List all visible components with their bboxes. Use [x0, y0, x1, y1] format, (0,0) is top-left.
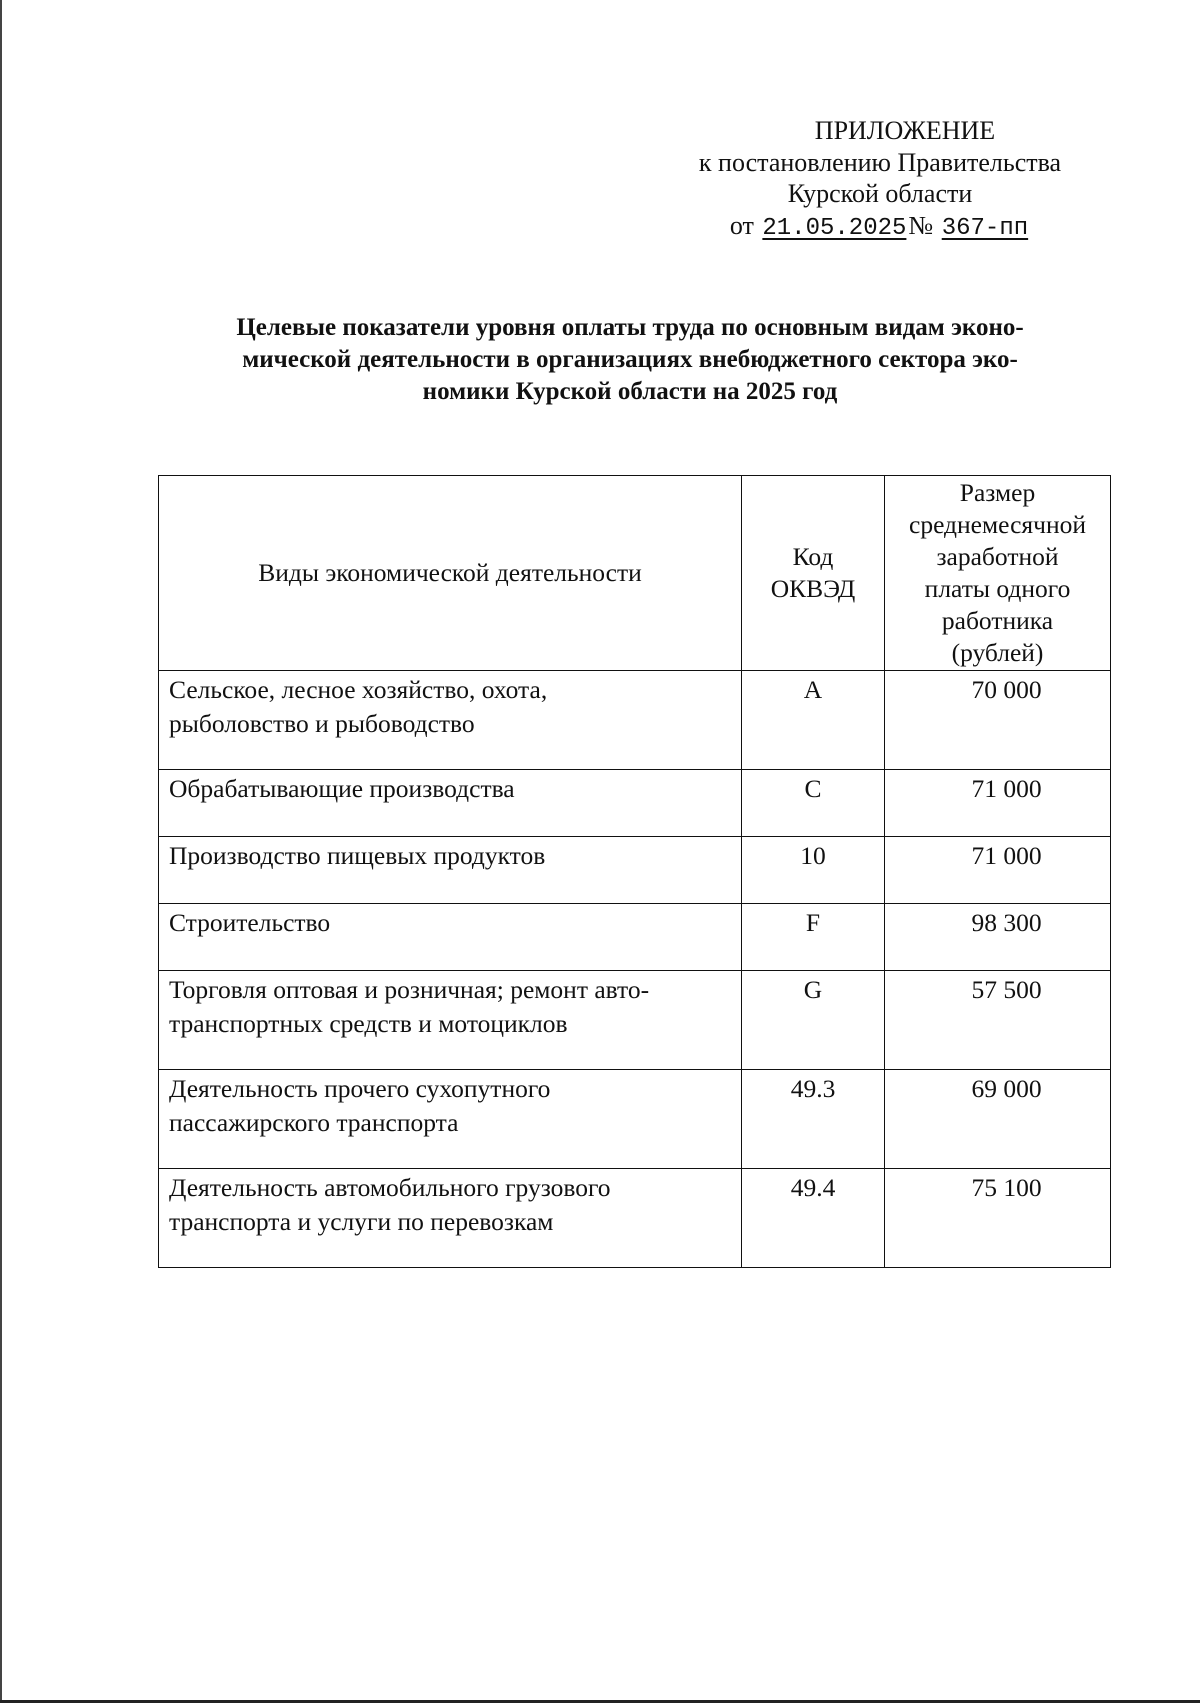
- title-line-2: мической деятельности в организациях внебюджетного сектора эко-: [242, 346, 1018, 373]
- activity-name-line: Обрабатывающие производства: [169, 774, 515, 803]
- okved-column-header: [742, 476, 885, 671]
- resolution-reference: к постановлению Правительства: [698, 147, 1062, 177]
- wage-header-line: среднемесячной: [909, 510, 1086, 539]
- wage-header-line: заработной: [936, 542, 1059, 571]
- average-wage: 70 000: [885, 671, 1111, 770]
- table-header-row: [159, 476, 1111, 671]
- activity-name: [159, 971, 742, 1070]
- activity-name-line: транспортных средств и мотоциклов: [169, 1009, 568, 1038]
- okved-code: G: [742, 971, 885, 1070]
- table-row: [159, 1070, 1111, 1169]
- table-row: [159, 770, 1111, 837]
- date-number-line: [660, 210, 1100, 245]
- title-line-1: Целевые показатели уровня оплаты труда по основным видам эконо-: [236, 314, 1024, 341]
- number-sign: №: [908, 210, 934, 240]
- activity-name-line: Деятельность автомобильного грузового: [169, 1173, 611, 1202]
- okved-code: A: [742, 671, 885, 770]
- table-row: [159, 837, 1111, 904]
- okved-header-line-2: ОКВЭД: [770, 574, 856, 603]
- okved-code: C: [742, 770, 885, 837]
- average-wage: 69 000: [885, 1070, 1111, 1169]
- resolution-date: 21.05.2025: [762, 214, 907, 242]
- table-row: [159, 1169, 1111, 1268]
- average-wage: 75 100: [885, 1169, 1111, 1268]
- date-prefix: от: [729, 210, 754, 240]
- activity-name-line: Строительство: [169, 908, 331, 937]
- average-wage: 71 000: [885, 770, 1111, 837]
- scan-left-edge: [0, 0, 2, 1703]
- activity-name-line: Производство пищевых продуктов: [169, 841, 546, 870]
- activity-column-header: Виды экономической деятельности: [159, 476, 742, 671]
- activity-name-line: рыболовство и рыбоводство: [169, 709, 475, 738]
- okved-code: 49.3: [742, 1070, 885, 1169]
- okved-code: 49.4: [742, 1169, 885, 1268]
- activity-name: [159, 770, 742, 837]
- wage-header-line: платы одного: [924, 574, 1071, 603]
- okved-code: F: [742, 904, 885, 971]
- appendix-title: ПРИЛОЖЕНИЕ: [814, 116, 996, 145]
- region-name: Курской области: [787, 179, 973, 208]
- wage-column-header: [885, 476, 1111, 671]
- activity-name-line: Сельское, лесное хозяйство, охота,: [169, 675, 548, 704]
- resolution-number: 367-пп: [941, 214, 1029, 242]
- activity-name: [159, 904, 742, 971]
- activity-name: [159, 1169, 742, 1268]
- document-title: [170, 312, 1090, 408]
- table-row: [159, 971, 1111, 1070]
- activity-name-line: транспорта и услуги по перевозкам: [169, 1207, 554, 1236]
- activity-name: [159, 1070, 742, 1169]
- activity-name-line: Торговля оптовая и розничная; ремонт авто-: [169, 975, 650, 1004]
- wage-targets-table: [158, 475, 1111, 1268]
- wage-header-line: (рублей): [951, 638, 1044, 667]
- wage-header-line: работника: [941, 606, 1054, 635]
- table-row: [159, 671, 1111, 770]
- okved-code: 10: [742, 837, 885, 904]
- activity-name-line: Деятельность прочего сухопутного: [169, 1074, 551, 1103]
- wage-header-line: Размер: [959, 478, 1036, 507]
- table-row: [159, 904, 1111, 971]
- average-wage: 98 300: [885, 904, 1111, 971]
- okved-header-line-1: Код: [792, 542, 834, 571]
- activity-name: [159, 837, 742, 904]
- activity-name-line: пассажирского транспорта: [169, 1108, 459, 1137]
- activity-name: [159, 671, 742, 770]
- average-wage: 57 500: [885, 971, 1111, 1070]
- average-wage: 71 000: [885, 837, 1111, 904]
- title-line-3: номики Курской области на 2025 год: [422, 378, 838, 405]
- appendix-header: [660, 115, 1100, 244]
